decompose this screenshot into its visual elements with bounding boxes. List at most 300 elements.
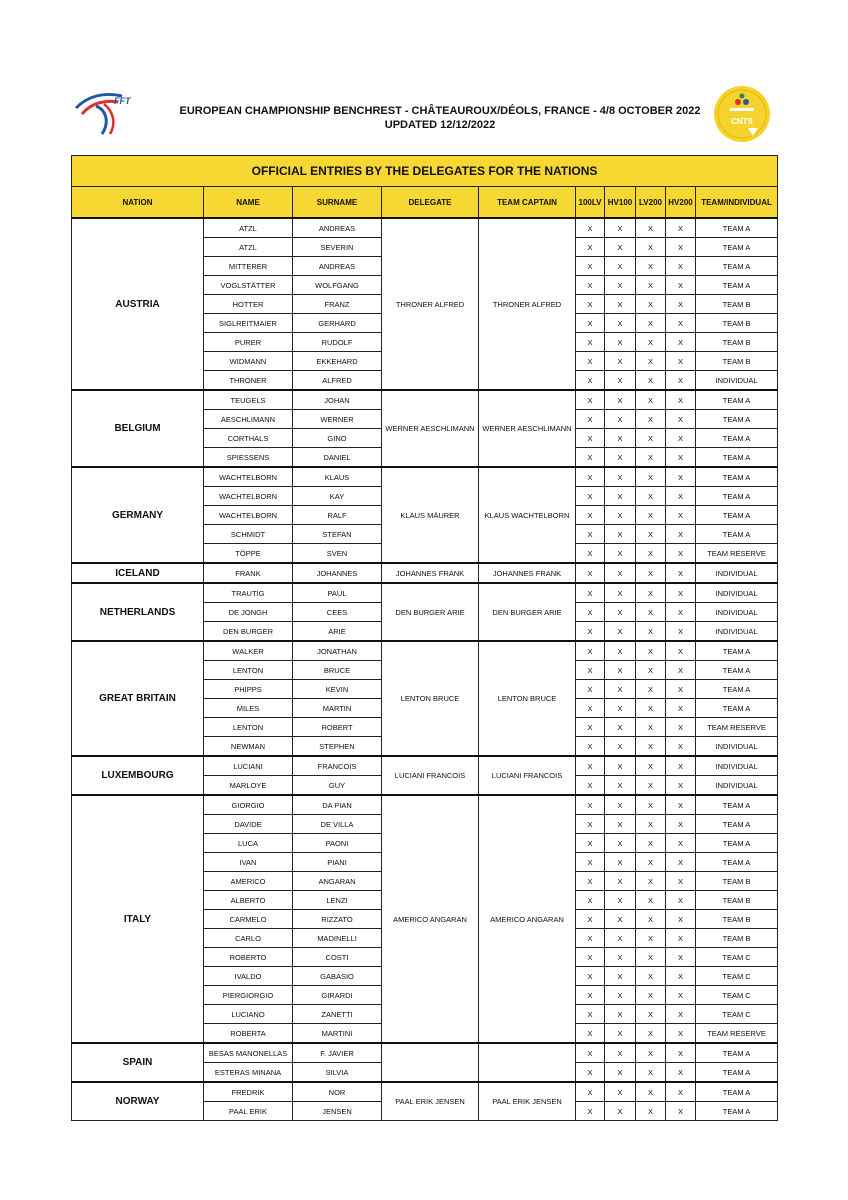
- discipline-mark: X: [605, 680, 636, 699]
- discipline-mark: X: [576, 1082, 605, 1102]
- discipline-mark: X: [605, 910, 636, 929]
- team-captain-cell: JOHANNES FRANK: [479, 563, 576, 583]
- discipline-mark: X: [666, 257, 696, 276]
- delegate-cell: DEN BURGER ARIE: [382, 583, 479, 641]
- discipline-mark: X: [636, 641, 666, 661]
- team-cell: TEAM B: [696, 910, 778, 929]
- table-row: [72, 390, 778, 410]
- discipline-mark: X: [666, 756, 696, 776]
- discipline-mark: X: [636, 737, 666, 757]
- discipline-mark: X: [576, 467, 605, 487]
- surname-cell: WERNER: [293, 410, 382, 429]
- discipline-mark: X: [666, 525, 696, 544]
- surname-cell: DA PIAN: [293, 795, 382, 815]
- discipline-mark: X: [666, 276, 696, 295]
- team-captain-cell: LUCIANI FRANCOIS: [479, 756, 576, 795]
- team-cell: TEAM C: [696, 1005, 778, 1024]
- discipline-mark: X: [636, 333, 666, 352]
- discipline-mark: X: [605, 718, 636, 737]
- team-cell: INDIVIDUAL: [696, 776, 778, 796]
- col-hv100: HV100: [605, 187, 636, 219]
- name-cell: MITTERER: [204, 257, 293, 276]
- discipline-mark: X: [666, 737, 696, 757]
- surname-cell: MARTIN: [293, 699, 382, 718]
- discipline-mark: X: [636, 1043, 666, 1063]
- discipline-mark: X: [605, 929, 636, 948]
- discipline-mark: X: [576, 622, 605, 642]
- discipline-mark: X: [605, 1024, 636, 1044]
- team-cell: TEAM A: [696, 680, 778, 699]
- discipline-mark: X: [605, 467, 636, 487]
- discipline-mark: X: [636, 622, 666, 642]
- team-cell: TEAM A: [696, 699, 778, 718]
- name-cell: FRANK: [204, 563, 293, 583]
- discipline-mark: X: [605, 1005, 636, 1024]
- discipline-mark: X: [605, 506, 636, 525]
- discipline-mark: X: [576, 603, 605, 622]
- discipline-mark: X: [666, 544, 696, 564]
- delegate-cell: [382, 1043, 479, 1082]
- discipline-mark: X: [636, 295, 666, 314]
- team-cell: TEAM A: [696, 276, 778, 295]
- team-cell: INDIVIDUAL: [696, 756, 778, 776]
- discipline-mark: X: [666, 1024, 696, 1044]
- discipline-mark: X: [576, 583, 605, 603]
- surname-cell: LENZI: [293, 891, 382, 910]
- discipline-mark: X: [636, 563, 666, 583]
- discipline-mark: X: [636, 390, 666, 410]
- discipline-mark: X: [666, 795, 696, 815]
- delegate-cell: LUCIANI FRANCOIS: [382, 756, 479, 795]
- discipline-mark: X: [605, 1063, 636, 1083]
- surname-cell: ANDREAS: [293, 218, 382, 238]
- team-cell: TEAM A: [696, 506, 778, 525]
- team-cell: TEAM A: [696, 834, 778, 853]
- nation-cell: SPAIN: [72, 1043, 204, 1082]
- discipline-mark: X: [576, 1043, 605, 1063]
- discipline-mark: X: [576, 699, 605, 718]
- table-row: [72, 467, 778, 487]
- surname-cell: DE VILLA: [293, 815, 382, 834]
- name-cell: PHIPPS: [204, 680, 293, 699]
- discipline-mark: X: [636, 1063, 666, 1083]
- name-cell: MILES: [204, 699, 293, 718]
- team-cell: TEAM A: [696, 429, 778, 448]
- surname-cell: GIRARDI: [293, 986, 382, 1005]
- team-captain-cell: DEN BURGER ARIE: [479, 583, 576, 641]
- name-cell: PAAL ERIK: [204, 1102, 293, 1121]
- name-cell: NEWMAN: [204, 737, 293, 757]
- discipline-mark: X: [576, 487, 605, 506]
- discipline-mark: X: [636, 872, 666, 891]
- name-cell: ESTERAS MINANA: [204, 1063, 293, 1083]
- discipline-mark: X: [666, 603, 696, 622]
- nation-cell: GERMANY: [72, 467, 204, 563]
- update-date: UPDATED 12/12/2022: [384, 119, 496, 131]
- team-cell: TEAM C: [696, 948, 778, 967]
- discipline-mark: X: [605, 448, 636, 468]
- team-captain-cell: WERNER AESCHLIMANN: [479, 390, 576, 467]
- discipline-mark: X: [666, 410, 696, 429]
- discipline-mark: X: [605, 390, 636, 410]
- discipline-mark: X: [576, 525, 605, 544]
- name-cell: WACHTELBORN: [204, 487, 293, 506]
- discipline-mark: X: [605, 1102, 636, 1121]
- team-captain-cell: AMERICO ANGARAN: [479, 795, 576, 1043]
- surname-cell: ARIE: [293, 622, 382, 642]
- discipline-mark: X: [605, 257, 636, 276]
- name-cell: AESCHLIMANN: [204, 410, 293, 429]
- discipline-mark: X: [605, 834, 636, 853]
- discipline-mark: X: [666, 699, 696, 718]
- discipline-mark: X: [576, 448, 605, 468]
- discipline-mark: X: [666, 218, 696, 238]
- discipline-mark: X: [576, 371, 605, 391]
- table-row: [72, 1043, 778, 1063]
- discipline-mark: X: [576, 815, 605, 834]
- team-cell: TEAM B: [696, 891, 778, 910]
- fft-logo: [72, 88, 138, 136]
- team-cell: TEAM A: [696, 448, 778, 468]
- surname-cell: SEVERIN: [293, 238, 382, 257]
- discipline-mark: X: [636, 929, 666, 948]
- discipline-mark: X: [605, 948, 636, 967]
- name-cell: DAVIDE: [204, 815, 293, 834]
- name-cell: ALBERTO: [204, 891, 293, 910]
- table-row: [72, 795, 778, 815]
- svg-text:CNTS: CNTS: [731, 117, 753, 126]
- discipline-mark: X: [636, 314, 666, 333]
- column-headers: [72, 187, 778, 219]
- discipline-mark: X: [636, 815, 666, 834]
- team-cell: TEAM A: [696, 1063, 778, 1083]
- discipline-mark: X: [605, 853, 636, 872]
- discipline-mark: X: [576, 948, 605, 967]
- discipline-mark: X: [636, 948, 666, 967]
- team-captain-cell: PAAL ERIK JENSEN: [479, 1082, 576, 1121]
- discipline-mark: X: [636, 1024, 666, 1044]
- discipline-mark: X: [636, 603, 666, 622]
- discipline-mark: X: [605, 1043, 636, 1063]
- discipline-mark: X: [666, 680, 696, 699]
- name-cell: HOTTER: [204, 295, 293, 314]
- discipline-mark: X: [636, 680, 666, 699]
- surname-cell: GINO: [293, 429, 382, 448]
- surname-cell: JOHANNES: [293, 563, 382, 583]
- discipline-mark: X: [666, 967, 696, 986]
- team-cell: TEAM A: [696, 410, 778, 429]
- discipline-mark: X: [576, 429, 605, 448]
- delegate-cell: KLAUS MÄURER: [382, 467, 479, 563]
- discipline-mark: X: [666, 583, 696, 603]
- discipline-mark: X: [636, 257, 666, 276]
- surname-cell: ZANETTI: [293, 1005, 382, 1024]
- discipline-mark: X: [636, 1082, 666, 1102]
- discipline-mark: X: [605, 872, 636, 891]
- surname-cell: COSTI: [293, 948, 382, 967]
- table-row: [72, 1082, 778, 1102]
- discipline-mark: X: [666, 872, 696, 891]
- table-row: [72, 563, 778, 583]
- discipline-mark: X: [576, 929, 605, 948]
- cnts-logo: [712, 84, 772, 144]
- discipline-mark: X: [576, 776, 605, 796]
- name-cell: IVAN: [204, 853, 293, 872]
- surname-cell: GUY: [293, 776, 382, 796]
- name-cell: SPIESSENS: [204, 448, 293, 468]
- nation-cell: ITALY: [72, 795, 204, 1043]
- name-cell: LUCA: [204, 834, 293, 853]
- discipline-mark: X: [666, 487, 696, 506]
- col-team-captain: TEAM CAPTAIN: [479, 187, 576, 219]
- discipline-mark: X: [576, 295, 605, 314]
- discipline-mark: X: [576, 661, 605, 680]
- discipline-mark: X: [605, 218, 636, 238]
- team-cell: TEAM A: [696, 795, 778, 815]
- discipline-mark: X: [605, 276, 636, 295]
- surname-cell: RIZZATO: [293, 910, 382, 929]
- team-cell: TEAM B: [696, 333, 778, 352]
- discipline-mark: X: [666, 718, 696, 737]
- surname-cell: PAONI: [293, 834, 382, 853]
- discipline-mark: X: [576, 390, 605, 410]
- name-cell: CORTHALS: [204, 429, 293, 448]
- name-cell: WIDMANN: [204, 352, 293, 371]
- discipline-mark: X: [666, 352, 696, 371]
- discipline-mark: X: [666, 834, 696, 853]
- surname-cell: KLAUS: [293, 467, 382, 487]
- discipline-mark: X: [576, 641, 605, 661]
- discipline-mark: X: [605, 371, 636, 391]
- team-cell: TEAM C: [696, 986, 778, 1005]
- team-cell: TEAM A: [696, 487, 778, 506]
- nation-cell: GREAT BRITAIN: [72, 641, 204, 756]
- discipline-mark: X: [666, 910, 696, 929]
- discipline-mark: X: [636, 699, 666, 718]
- team-cell: TEAM RESERVE: [696, 1024, 778, 1044]
- surname-cell: ALFRED: [293, 371, 382, 391]
- discipline-mark: X: [605, 314, 636, 333]
- discipline-mark: X: [666, 1043, 696, 1063]
- discipline-mark: X: [666, 661, 696, 680]
- discipline-mark: X: [605, 986, 636, 1005]
- team-cell: TEAM B: [696, 872, 778, 891]
- discipline-mark: X: [576, 891, 605, 910]
- discipline-mark: X: [666, 390, 696, 410]
- discipline-mark: X: [576, 967, 605, 986]
- team-cell: TEAM B: [696, 295, 778, 314]
- discipline-mark: X: [636, 525, 666, 544]
- discipline-mark: X: [576, 872, 605, 891]
- discipline-mark: X: [605, 737, 636, 757]
- discipline-mark: X: [636, 986, 666, 1005]
- discipline-mark: X: [636, 910, 666, 929]
- discipline-mark: X: [576, 986, 605, 1005]
- discipline-mark: X: [605, 333, 636, 352]
- delegate-cell: AMERICO ANGARAN: [382, 795, 479, 1043]
- discipline-mark: X: [605, 622, 636, 642]
- discipline-mark: X: [605, 776, 636, 796]
- discipline-mark: X: [666, 563, 696, 583]
- discipline-mark: X: [576, 563, 605, 583]
- surname-cell: NOR: [293, 1082, 382, 1102]
- discipline-mark: X: [605, 756, 636, 776]
- name-cell: LENTON: [204, 718, 293, 737]
- team-cell: TEAM A: [696, 661, 778, 680]
- team-cell: TEAM A: [696, 853, 778, 872]
- name-cell: MARLOYE: [204, 776, 293, 796]
- team-cell: TEAM RESERVE: [696, 544, 778, 564]
- name-cell: TEUGELS: [204, 390, 293, 410]
- surname-cell: RALF: [293, 506, 382, 525]
- name-cell: LUCIANI: [204, 756, 293, 776]
- surname-cell: PIANI: [293, 853, 382, 872]
- discipline-mark: X: [666, 622, 696, 642]
- discipline-mark: X: [576, 544, 605, 564]
- discipline-mark: X: [636, 410, 666, 429]
- discipline-mark: X: [605, 603, 636, 622]
- team-cell: TEAM C: [696, 967, 778, 986]
- discipline-mark: X: [666, 1005, 696, 1024]
- discipline-mark: X: [636, 218, 666, 238]
- discipline-mark: X: [605, 1082, 636, 1102]
- team-cell: INDIVIDUAL: [696, 583, 778, 603]
- discipline-mark: X: [666, 333, 696, 352]
- discipline-mark: X: [666, 891, 696, 910]
- name-cell: TÖPPE: [204, 544, 293, 564]
- discipline-mark: X: [605, 410, 636, 429]
- surname-cell: RUDOLF: [293, 333, 382, 352]
- name-cell: GIORGIO: [204, 795, 293, 815]
- col-lv200: LV200: [636, 187, 666, 219]
- discipline-mark: X: [666, 314, 696, 333]
- col-100lv: 100LV: [576, 187, 605, 219]
- discipline-mark: X: [605, 544, 636, 564]
- discipline-mark: X: [666, 1082, 696, 1102]
- discipline-mark: X: [636, 583, 666, 603]
- discipline-mark: X: [636, 448, 666, 468]
- discipline-mark: X: [605, 815, 636, 834]
- discipline-mark: X: [576, 257, 605, 276]
- table-row: [72, 641, 778, 661]
- name-cell: VOGLSTÄTTER: [204, 276, 293, 295]
- name-cell: AMERICO: [204, 872, 293, 891]
- nation-cell: NORWAY: [72, 1082, 204, 1121]
- name-cell: ROBERTA: [204, 1024, 293, 1044]
- surname-cell: FRANZ: [293, 295, 382, 314]
- discipline-mark: X: [576, 1005, 605, 1024]
- surname-cell: ANDREAS: [293, 257, 382, 276]
- discipline-mark: X: [605, 352, 636, 371]
- team-cell: TEAM A: [696, 1082, 778, 1102]
- discipline-mark: X: [636, 718, 666, 737]
- discipline-mark: X: [605, 583, 636, 603]
- discipline-mark: X: [576, 718, 605, 737]
- col-hv200: HV200: [666, 187, 696, 219]
- discipline-mark: X: [576, 1063, 605, 1083]
- discipline-mark: X: [636, 756, 666, 776]
- surname-cell: KAY: [293, 487, 382, 506]
- discipline-mark: X: [605, 429, 636, 448]
- discipline-mark: X: [576, 680, 605, 699]
- discipline-mark: X: [576, 238, 605, 257]
- name-cell: SIGLREITMAIER: [204, 314, 293, 333]
- name-cell: IVALDO: [204, 967, 293, 986]
- name-cell: WACHTELBORN: [204, 506, 293, 525]
- delegate-cell: THRONER ALFRED: [382, 218, 479, 390]
- nation-cell: AUSTRIA: [72, 218, 204, 390]
- surname-cell: MADINELLI: [293, 929, 382, 948]
- team-cell: TEAM A: [696, 525, 778, 544]
- discipline-mark: X: [576, 506, 605, 525]
- discipline-mark: X: [576, 910, 605, 929]
- discipline-mark: X: [666, 371, 696, 391]
- surname-cell: BRUCE: [293, 661, 382, 680]
- discipline-mark: X: [636, 276, 666, 295]
- discipline-mark: X: [576, 410, 605, 429]
- discipline-mark: X: [666, 776, 696, 796]
- delegate-cell: WERNER AESCHLIMANN: [382, 390, 479, 467]
- surname-cell: GABASIO: [293, 967, 382, 986]
- surname-cell: JENSEN: [293, 1102, 382, 1121]
- team-cell: TEAM A: [696, 218, 778, 238]
- discipline-mark: X: [666, 295, 696, 314]
- surname-cell: JOHAN: [293, 390, 382, 410]
- team-cell: TEAM A: [696, 238, 778, 257]
- team-cell: TEAM A: [696, 641, 778, 661]
- discipline-mark: X: [605, 891, 636, 910]
- discipline-mark: X: [636, 1102, 666, 1121]
- discipline-mark: X: [576, 834, 605, 853]
- discipline-mark: X: [576, 218, 605, 238]
- discipline-mark: X: [666, 467, 696, 487]
- name-cell: TRAUTIG: [204, 583, 293, 603]
- surname-cell: DANIEL: [293, 448, 382, 468]
- surname-cell: ANGARAN: [293, 872, 382, 891]
- surname-cell: WOLFGANG: [293, 276, 382, 295]
- discipline-mark: X: [605, 795, 636, 815]
- discipline-mark: X: [666, 448, 696, 468]
- discipline-mark: X: [576, 795, 605, 815]
- discipline-mark: X: [636, 776, 666, 796]
- surname-cell: GERHARD: [293, 314, 382, 333]
- name-cell: BESAS MANONELLAS: [204, 1043, 293, 1063]
- discipline-mark: X: [636, 506, 666, 525]
- surname-cell: PAUL: [293, 583, 382, 603]
- team-cell: TEAM A: [696, 257, 778, 276]
- team-cell: TEAM B: [696, 929, 778, 948]
- nation-cell: LUXEMBOURG: [72, 756, 204, 795]
- table-banner: OFFICIAL ENTRIES BY THE DELEGATES FOR THE NATIONS: [72, 156, 778, 187]
- discipline-mark: X: [666, 929, 696, 948]
- team-cell: TEAM A: [696, 1102, 778, 1121]
- discipline-mark: X: [576, 1024, 605, 1044]
- col-surname: SURNAME: [293, 187, 382, 219]
- surname-cell: JONATHAN: [293, 641, 382, 661]
- team-captain-cell: THRONER ALFRED: [479, 218, 576, 390]
- surname-cell: EKKEHARD: [293, 352, 382, 371]
- discipline-mark: X: [636, 352, 666, 371]
- name-cell: CARMELO: [204, 910, 293, 929]
- discipline-mark: X: [666, 1063, 696, 1083]
- surname-cell: F. JAVIER: [293, 1043, 382, 1063]
- name-cell: LUCIANO: [204, 1005, 293, 1024]
- discipline-mark: X: [666, 1102, 696, 1121]
- svg-text:FFT: FFT: [114, 96, 131, 106]
- team-cell: TEAM A: [696, 815, 778, 834]
- name-cell: FREDRIK: [204, 1082, 293, 1102]
- discipline-mark: X: [605, 238, 636, 257]
